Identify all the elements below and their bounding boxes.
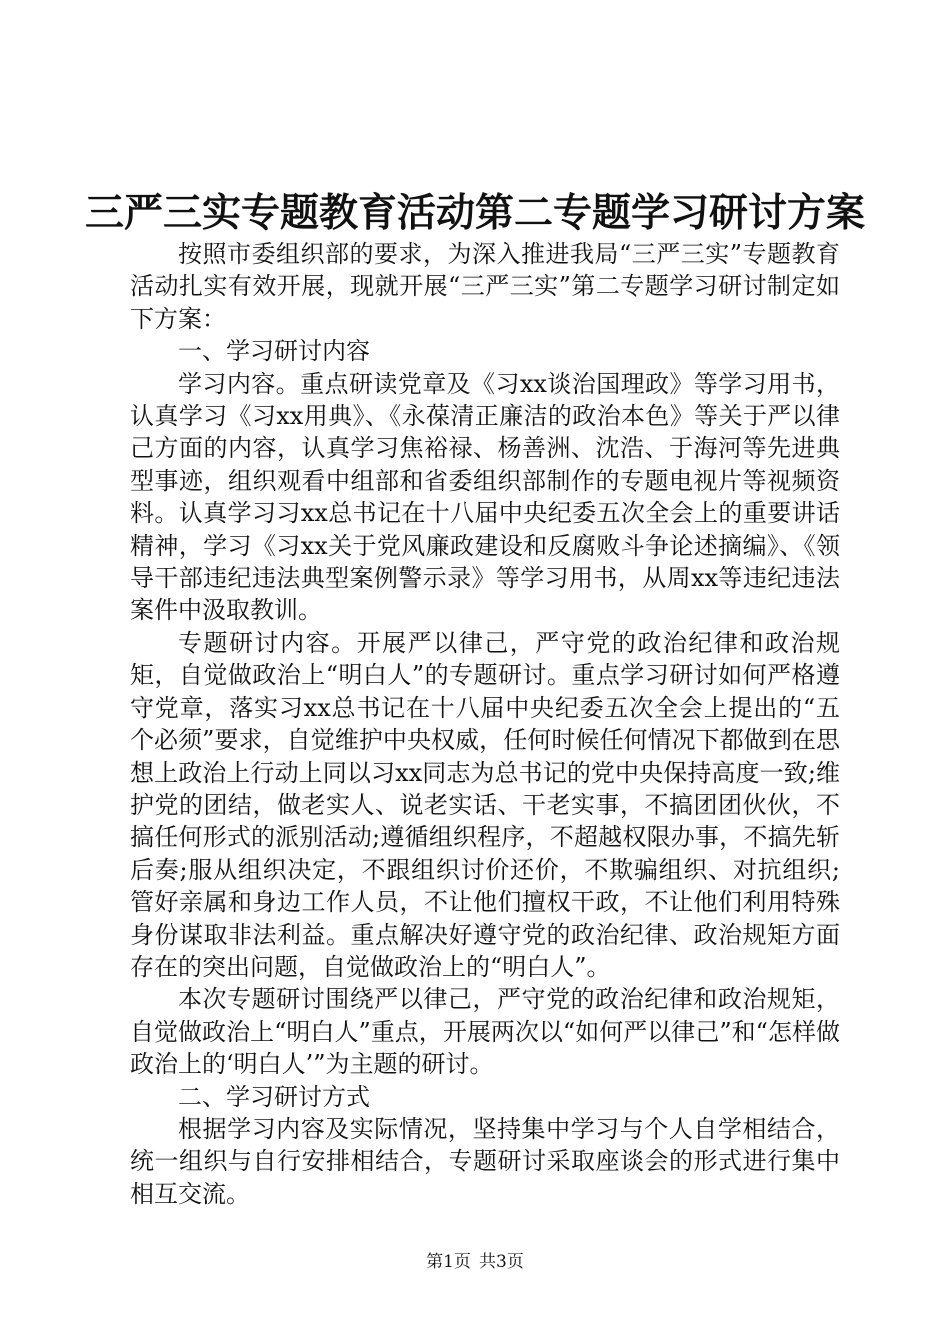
document-body bbox=[130, 238, 840, 1210]
page-number-total: 共3页 bbox=[479, 1252, 524, 1272]
seminar-content-paragraph: 专题研讨内容。开展严以律己，严守党的政治纪律和政治规矩，自觉做政治上“明白人”的专题研讨。重点学习研讨如何严格遵守党章，落实习xx总书记在十八届中央纪委五次全会上提出的“五个必须”要求，自觉维护中央权威，任何时候任何情况下都做到在思想上政治上行动上同以习xx同志为总书记的党中央保持高度一致;维护党的团结，做老实人、说老实话、干老实事，不搞团团伙伙，不搞任何形式的派别活动;遵循组织程序，不超越权限办事，不搞先斩后奏;服从组织决定，不跟组织讨价还价，不欺骗组织、对抗组织;管好亲属和身边工作人员，不让他们擅权干政，不让他们利用特殊身份谋取非法利益。重点解决好遵守党的政治纪律、政治规矩方面存在的突出问题，自觉做政治上的“明白人”。 bbox=[130, 628, 840, 981]
page-footer bbox=[0, 1250, 950, 1274]
section-heading-study-method: 二、学习研讨方式 bbox=[178, 1082, 370, 1111]
section-heading-study-content: 一、学习研讨内容 bbox=[178, 337, 370, 366]
seminar-focus-paragraph: 本次专题研讨围绕严以律己，严守党的政治纪律和政治规矩，自觉做政治上“明白人”重点，开展两次以“如何严以律己”和“怎样做政治上的‘明白人’”为主题的研讨。 bbox=[130, 985, 840, 1079]
intro-paragraph: 按照市委组织部的要求，为深入推进我局“三严三实”专题教育活动扎实有效开展，现就开展“三严三实”第二专题学习研讨制定如下方案： bbox=[130, 240, 840, 333]
document-title: 三严三实专题教育活动第二专题学习研讨方案 bbox=[84, 190, 865, 236]
study-method-paragraph: 根据学习内容及实际情况，坚持集中学习与个人自学相结合，统一组织与自行安排相结合，专题研讨采取座谈会的形式进行集中相互交流。 bbox=[130, 1114, 840, 1208]
study-content-paragraph: 学习内容。重点研读党章及《习xx谈治国理政》等学习用书，认真学习《习xx用典》、《永葆清正廉洁的政治本色》等关于严以律己方面的内容，认真学习焦裕禄、杨善洲、沈浩、于海河等先进典型事迹，组织观看中组部和省委组织部制作的专题电视片等视频资料。认真学习习xx总书记在十八届中央纪委五次全会上的重要讲话精神，学习《习xx关于党风廉政建设和反腐败斗争论述摘编》、《领导干部违纪违法典型案例警示录》等学习用书，从周xx等违纪违法案件中汲取教训。 bbox=[130, 369, 840, 625]
page-number-current: 第1页 bbox=[426, 1252, 471, 1272]
